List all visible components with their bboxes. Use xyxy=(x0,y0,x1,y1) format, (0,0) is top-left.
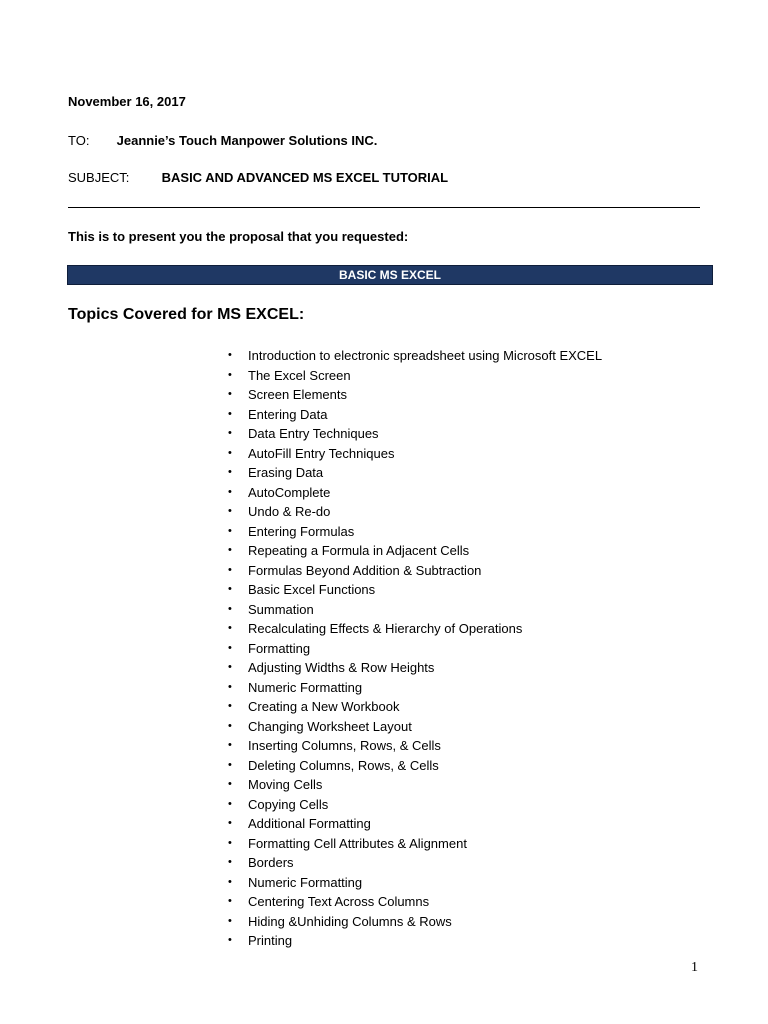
letter-date: November 16, 2017 xyxy=(68,94,186,109)
list-item-text: Numeric Formatting xyxy=(248,874,363,890)
list-item-text: Adjusting Widths & Row Heights xyxy=(248,660,435,675)
bullet-icon: • xyxy=(228,446,232,459)
list-item xyxy=(226,502,602,522)
subject-label: SUBJECT: xyxy=(68,170,130,185)
bullet-icon: • xyxy=(228,817,232,829)
list-item xyxy=(226,853,602,873)
bullet-icon: • xyxy=(228,661,232,673)
list-item-text: Deleting Columns, Rows, & Cells xyxy=(248,757,439,773)
bullet-icon: • xyxy=(228,680,232,693)
list-item xyxy=(226,483,602,503)
list-item xyxy=(226,756,602,776)
list-item-text: Undo & Re-do xyxy=(248,504,331,519)
bullet-icon: • xyxy=(228,544,232,556)
list-item-text: Numeric Formatting xyxy=(248,679,363,695)
list-item-text: Printing xyxy=(248,933,293,948)
list-item-text: Changing Worksheet Layout xyxy=(248,718,412,734)
bullet-icon: • xyxy=(228,856,232,868)
list-item-text: Moving Cells xyxy=(248,777,323,792)
list-item xyxy=(226,366,602,386)
list-item xyxy=(226,619,602,639)
bullet-icon: • xyxy=(228,914,232,927)
page-number: 1 xyxy=(691,960,698,975)
bullet-icon: • xyxy=(228,388,232,400)
bullet-icon: • xyxy=(228,739,232,751)
list-item xyxy=(226,522,602,542)
list-item-text: Data Entry Techniques xyxy=(248,426,379,441)
list-item-text: Additional Formatting xyxy=(248,816,371,831)
list-item-text: AutoFill Entry Techniques xyxy=(248,445,395,461)
subject-line xyxy=(68,170,448,185)
list-item xyxy=(226,892,602,912)
list-item-text: Introduction to electronic spreadsheet using Microsoft EXCEL xyxy=(248,348,603,363)
list-item-text: Entering Data xyxy=(248,406,328,422)
bullet-icon: • xyxy=(228,934,232,946)
list-item xyxy=(226,697,602,717)
subject-text: BASIC AND ADVANCED MS EXCEL TUTORIAL xyxy=(161,170,449,185)
list-item-text: Borders xyxy=(248,855,294,870)
list-item xyxy=(226,717,602,737)
list-item-text: Centering Text Across Columns xyxy=(248,894,430,909)
bullet-icon: • xyxy=(228,563,232,576)
list-item-text: Erasing Data xyxy=(248,465,324,480)
bullet-icon: • xyxy=(228,602,232,615)
list-item-text: AutoComplete xyxy=(248,484,331,500)
list-item xyxy=(226,639,602,659)
list-item-text: Formatting xyxy=(248,640,311,656)
bullet-icon: • xyxy=(228,758,232,771)
list-item-text: Repeating a Formula in Adjacent Cells xyxy=(248,543,470,558)
list-item-text: Inserting Columns, Rows, & Cells xyxy=(248,738,441,753)
list-item-text: Screen Elements xyxy=(248,387,347,402)
bullet-icon: • xyxy=(228,583,232,595)
bullet-icon: • xyxy=(228,895,232,907)
list-item-text: Formatting Cell Attributes & Alignment xyxy=(248,835,467,851)
bullet-icon: • xyxy=(228,797,232,810)
list-item-text: Formulas Beyond Addition & Subtraction xyxy=(248,562,482,578)
list-item xyxy=(226,931,602,951)
bullet-icon: • xyxy=(228,368,232,381)
list-item xyxy=(226,385,602,405)
to-line xyxy=(68,133,377,148)
bullet-icon: • xyxy=(228,427,232,439)
bullet-icon: • xyxy=(228,836,232,849)
list-item-text: Hiding &Unhiding Columns & Rows xyxy=(248,913,452,929)
horizontal-rule xyxy=(68,207,700,208)
list-item xyxy=(226,444,602,464)
intro-paragraph: This is to present you the proposal that you requested: xyxy=(68,229,409,244)
bullet-icon: • xyxy=(228,700,232,712)
list-item xyxy=(226,814,602,834)
list-item xyxy=(226,541,602,561)
bullet-icon: • xyxy=(228,505,232,517)
bullet-icon: • xyxy=(228,778,232,790)
list-item xyxy=(226,775,602,795)
bullet-icon: • xyxy=(228,466,232,478)
list-item xyxy=(226,561,602,581)
section-banner xyxy=(67,265,713,285)
list-item xyxy=(226,405,602,425)
list-item xyxy=(226,736,602,756)
bullet-icon: • xyxy=(228,407,232,420)
to-recipient: Jeannie’s Touch Manpower Solutions INC. xyxy=(116,133,378,148)
list-item xyxy=(226,834,602,854)
bullet-icon: • xyxy=(228,622,232,634)
list-item xyxy=(226,580,602,600)
list-item xyxy=(226,912,602,932)
list-item-text: Recalculating Effects & Hierarchy of Operations xyxy=(248,621,523,636)
topics-heading: Topics Covered for MS EXCEL: xyxy=(68,306,305,323)
bullet-icon: • xyxy=(228,641,232,654)
to-label: TO: xyxy=(68,133,90,148)
list-item xyxy=(226,346,602,366)
list-item-text: Creating a New Workbook xyxy=(248,699,400,714)
list-item xyxy=(226,424,602,444)
bullet-icon: • xyxy=(228,524,232,537)
bullet-icon: • xyxy=(228,719,232,732)
list-item-text: Summation xyxy=(248,601,314,617)
list-item xyxy=(226,678,602,698)
list-item xyxy=(226,873,602,893)
list-item xyxy=(226,795,602,815)
list-item-text: Copying Cells xyxy=(248,796,329,812)
list-item-text: Entering Formulas xyxy=(248,523,355,539)
topics-list xyxy=(226,346,602,951)
bullet-icon: • xyxy=(228,485,232,498)
list-item-text: The Excel Screen xyxy=(248,367,351,383)
bullet-icon: • xyxy=(228,875,232,888)
list-item xyxy=(226,463,602,483)
section-banner-title: BASIC MS EXCEL xyxy=(338,268,441,282)
list-item xyxy=(226,600,602,620)
bullet-icon: • xyxy=(228,349,232,361)
list-item xyxy=(226,658,602,678)
list-item-text: Basic Excel Functions xyxy=(248,582,376,597)
